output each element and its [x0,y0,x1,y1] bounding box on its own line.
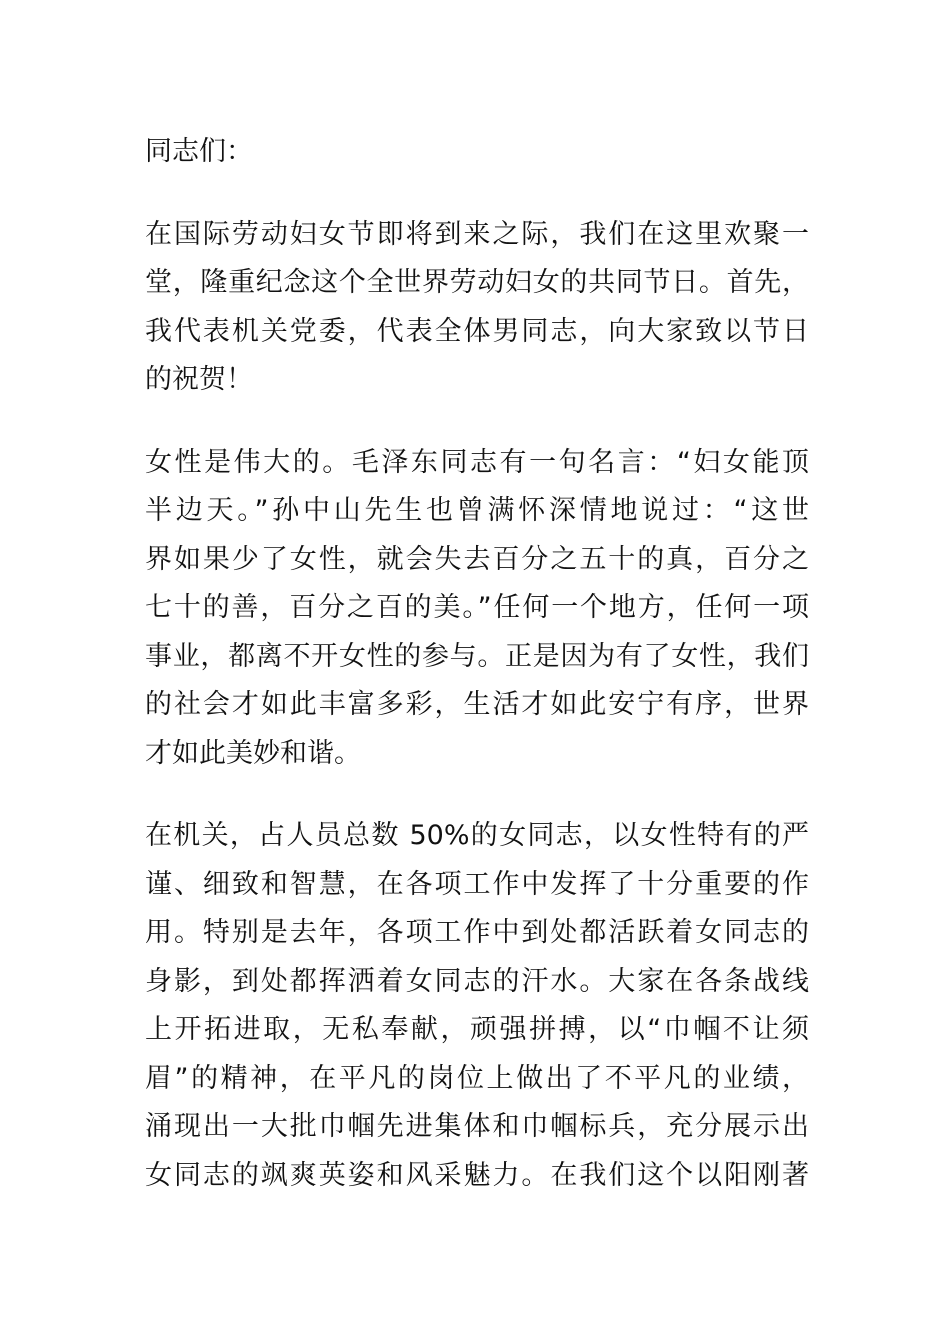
paragraph-line: 半边天。”孙中山先生也曾满怀深情地说过：“这世 [145,495,809,526]
paragraph-line: 在国际劳动妇女节即将到来之际，我们在这里欢聚一 [145,218,809,250]
paragraph-line: 用。特别是去年，各项工作中到处都活跃着女同志的 [145,917,809,948]
paragraph-line: 的祝贺！ [145,364,253,395]
paragraph-opening [145,211,809,405]
paragraph-line: 女同志的飒爽英姿和风采魅力。在我们这个以阳刚著 [145,1159,809,1191]
salutation-text: 同志们： [145,136,253,167]
paragraph-line: 涌现出一大批巾帼先进集体和巾帼标兵，充分展示出 [145,1111,809,1142]
paragraph-line: 界如果少了女性，就会失去百分之五十的真，百分之 [145,543,809,575]
document-body [145,128,809,1234]
paragraph-line: 的社会才如此丰富多彩，生活才如此安宁有序，世界 [145,689,809,720]
salutation [145,128,809,177]
paragraph-line: 身影，到处都挥洒着女同志的汗水。大家在各条战线 [145,965,809,997]
paragraph-line: 在机关，占人员总数 50%的女同志，以女性特有的严 [145,820,809,851]
paragraph-line: 女性是伟大的。毛泽东同志有一句名言：“妇女能顶 [145,446,809,478]
paragraph-line: 上开拓进取，无私奉献，顽强拼搏，以“巾帼不让须 [145,1014,809,1045]
paragraph-line: 我代表机关党委，代表全体男同志，向大家致以节日 [145,315,809,347]
paragraph-line: 眉”的精神，在平凡的岗位上做出了不平凡的业绩， [145,1062,809,1094]
paragraph-line: 堂，隆重纪念这个全世界劳动妇女的共同节日。首先， [145,267,809,298]
paragraph-agency-women [145,812,809,1200]
paragraph-line: 事业，都离不开女性的参与。正是因为有了女性，我们 [145,640,809,672]
paragraph-women-greatness [145,439,809,779]
paragraph-line: 才如此美妙和谐。 [145,737,361,769]
paragraph-line: 七十的善，百分之百的美。”任何一个地方，任何一项 [145,592,809,623]
paragraph-line: 谨、细致和智慧，在各项工作中发挥了十分重要的作 [145,868,809,900]
